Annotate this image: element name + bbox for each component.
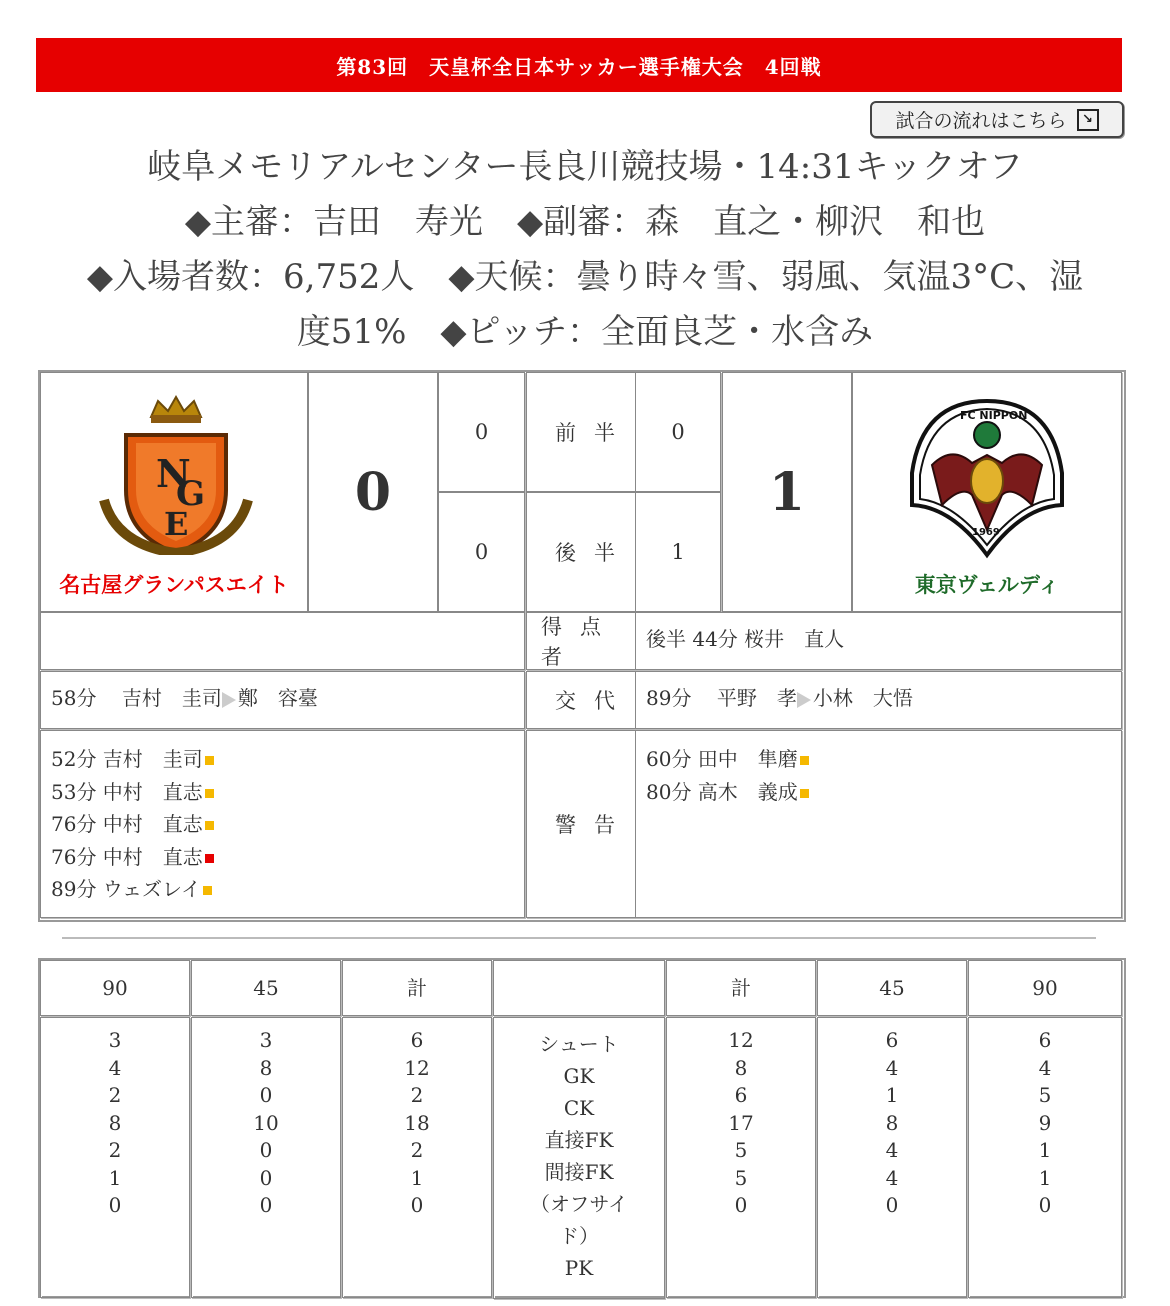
stats-col-away-90 (968, 1017, 1122, 1298)
stat-value: 0 (259, 1165, 273, 1190)
stat-value: 4 (885, 1165, 899, 1190)
stat-value: 0 (885, 1193, 899, 1217)
stats-col-home-total (342, 1017, 492, 1298)
nagoya-crest-logo (96, 395, 256, 555)
stat-value: 3 (259, 1028, 273, 1052)
home-sub-minute: 58分 (51, 686, 97, 710)
verdy-crest-logo (902, 395, 1072, 565)
stat-category: 間接FK (544, 1160, 614, 1184)
stat-value: 1 (1038, 1165, 1052, 1190)
yellow-card-icon (205, 756, 214, 765)
match-flow-label: 試合の流れはこちら (895, 110, 1067, 132)
stat-value: 10 (253, 1110, 279, 1135)
stat-value: 1 (108, 1165, 122, 1190)
stat-value: 0 (108, 1193, 122, 1217)
yellow-card-icon (205, 789, 214, 798)
caution-text: 53分 中村 直志 (51, 779, 203, 804)
caution-text: 52分 吉村 圭司 (51, 747, 203, 771)
home-team-cell (40, 372, 308, 612)
stat-value: 18 (404, 1110, 430, 1135)
stat-value: 0 (259, 1138, 273, 1162)
home-second-half-score: 0 (438, 492, 525, 612)
caution-entry (646, 776, 1111, 809)
caution-entry (51, 743, 514, 776)
stat-value: 0 (259, 1083, 273, 1107)
away-scorers: 後半 44分 桜井 直人 (635, 612, 1122, 670)
stat-category: 直接FK (544, 1128, 614, 1152)
stat-value: 4 (108, 1055, 122, 1080)
away-substitution (635, 671, 1122, 729)
scorers-label: 得点者 (526, 612, 648, 670)
home-sub-out: 吉村 圭司 (121, 686, 222, 710)
svg-text:N: N (156, 451, 191, 496)
stat-value: 2 (108, 1083, 122, 1107)
stat-value: 3 (108, 1028, 122, 1052)
stat-value: 8 (734, 1055, 748, 1080)
stat-value: 4 (885, 1138, 899, 1162)
stat-value: 5 (1038, 1083, 1052, 1107)
home-substitution (40, 671, 525, 729)
yellow-card-icon (203, 886, 212, 895)
stats-header-away-45: 45 (817, 960, 967, 1016)
stat-value: 1 (885, 1083, 899, 1107)
stats-col-away-45 (817, 1017, 967, 1298)
stat-value: 2 (410, 1138, 424, 1162)
stat-value: 12 (728, 1028, 754, 1052)
red-card-icon (205, 854, 214, 863)
stat-value: 8 (108, 1110, 122, 1135)
stats-header-home-90: 90 (40, 960, 190, 1016)
away-sub-minute: 89分 (646, 686, 692, 710)
stat-value: 17 (728, 1110, 754, 1135)
home-total-score: 0 (308, 372, 438, 612)
stat-value: 1 (410, 1165, 424, 1190)
svg-text:FC NIPPON: FC NIPPON (960, 409, 1028, 422)
stat-category: GK (563, 1064, 595, 1088)
stat-category: （オフサイ (530, 1192, 628, 1216)
stat-value: 2 (108, 1138, 122, 1162)
away-total-score: 1 (722, 372, 852, 612)
stat-value: 8 (259, 1055, 273, 1080)
away-cautions (635, 730, 1122, 918)
stat-value: 9 (1038, 1110, 1052, 1135)
caution-text: 76分 中村 直志 (51, 812, 203, 836)
caution-text: 89分 ウェズレイ (51, 877, 202, 901)
caution-text: 60分 田中 隼磨 (646, 747, 798, 771)
stats-col-categories (493, 1017, 665, 1299)
svg-text:1969: 1969 (972, 527, 1000, 538)
attendance-weather-line: ◆入場者数：6,752人 ◆天候：曇り時々雪、弱風、気温3°C、湿 (86, 257, 1084, 297)
caution-entry (51, 776, 514, 809)
stats-header-away-total: 計 (666, 960, 816, 1016)
away-first-half-score: 0 (635, 372, 721, 492)
stats-col-home-90 (40, 1017, 190, 1298)
sub-arrow-icon (222, 692, 236, 708)
caution-entry (51, 808, 514, 841)
stat-value: 6 (734, 1083, 748, 1107)
match-flow-button[interactable] (870, 101, 1124, 138)
stat-value: 0 (1038, 1193, 1052, 1217)
home-sub-in: 鄭 容臺 (237, 686, 318, 710)
home-cautions (40, 730, 525, 918)
stats-col-away-total (666, 1017, 816, 1298)
stat-value: 12 (404, 1055, 430, 1080)
stat-value: 5 (734, 1165, 748, 1190)
yellow-card-icon (800, 756, 809, 765)
venue-kickoff-line: 岐阜メモリアルセンター長良川競技場・14:31キックオフ (147, 147, 1023, 187)
section-divider (62, 937, 1096, 939)
match-stats-table (38, 958, 1126, 1298)
away-team-cell (852, 372, 1122, 612)
cautions-label: 警告 (526, 730, 648, 918)
stat-category: PK (564, 1256, 594, 1280)
sub-arrow-icon (797, 692, 811, 708)
stats-header-category (493, 960, 665, 1016)
arrow-down-right-icon: ↘ (1077, 109, 1099, 131)
stat-value: 1 (1038, 1138, 1052, 1162)
stat-value: 4 (1038, 1055, 1052, 1080)
substitutions-label: 交代 (526, 671, 648, 729)
away-sub-out: 平野 孝 (716, 686, 797, 710)
stat-category: CK (563, 1096, 595, 1120)
yellow-card-icon (800, 789, 809, 798)
home-team-name: 名古屋グランパスエイト (59, 572, 289, 597)
match-title-banner: 第83回 天皇杯全日本サッカー選手権大会 4回戦 (36, 38, 1122, 92)
away-team-name: 東京ヴェルディ (914, 572, 1060, 597)
match-summary-table (38, 370, 1126, 922)
stat-value: 6 (410, 1028, 424, 1052)
referees-line: ◆主審：吉田 寿光 ◆副審：森 直之・柳沢 和也 (184, 202, 986, 242)
home-scorers (40, 612, 525, 670)
stat-value: 4 (885, 1055, 899, 1080)
stat-value: 0 (410, 1193, 424, 1217)
stat-value: 0 (734, 1193, 748, 1217)
caution-entry (646, 743, 1111, 776)
caution-entry (51, 873, 514, 906)
svg-text:G: G (176, 474, 206, 514)
stat-value: 0 (259, 1193, 273, 1217)
stat-value: 6 (885, 1028, 899, 1052)
stats-col-home-45 (191, 1017, 341, 1298)
stats-header-home-total: 計 (342, 960, 492, 1016)
first-half-label: 前半 (526, 372, 648, 492)
caution-entry (51, 841, 514, 874)
stat-category: ド） (559, 1224, 599, 1248)
yellow-card-icon (205, 821, 214, 830)
away-second-half-score: 1 (635, 492, 721, 612)
stat-value: 6 (1038, 1028, 1052, 1052)
stat-category: シュート (539, 1032, 619, 1056)
humidity-pitch-line: 度51% ◆ピッチ：全面良芝・水含み (296, 312, 874, 352)
stats-header-home-45: 45 (191, 960, 341, 1016)
svg-text:E: E (164, 505, 189, 543)
caution-text: 80分 高木 義成 (646, 779, 798, 804)
stat-value: 2 (410, 1083, 424, 1107)
second-half-label: 後半 (526, 492, 648, 612)
stats-header-away-90: 90 (968, 960, 1122, 1016)
away-sub-in: 小林 大悟 (812, 686, 913, 710)
stat-value: 5 (734, 1138, 748, 1162)
caution-text: 76分 中村 直志 (51, 844, 203, 869)
home-first-half-score: 0 (438, 372, 525, 492)
stat-value: 8 (885, 1110, 899, 1135)
